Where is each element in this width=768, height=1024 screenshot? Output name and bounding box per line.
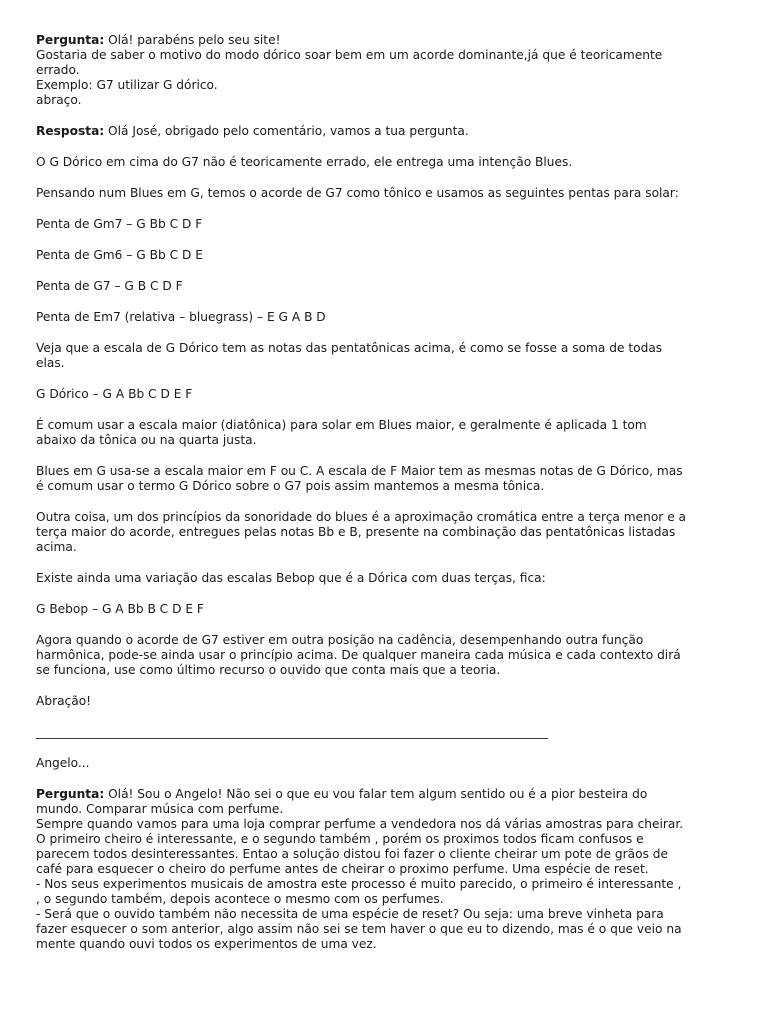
answer-1 [36, 124, 736, 139]
paragraph [36, 310, 736, 325]
paragraph-line: Abração! [36, 694, 92, 708]
paragraph-line: harmônica, pode-se ainda usar o princípio acima. De qualquer maneira cada música e cada contexto dirá [36, 648, 681, 662]
paragraph [36, 155, 736, 170]
question-2 [36, 787, 736, 952]
paragraph [36, 602, 736, 617]
paragraph-line: é comum usar o termo G Dórico sobre o G7 pois assim mantemos a mesma tônica. [36, 479, 545, 493]
paragraph [36, 694, 736, 709]
paragraph-line: se funciona, use como último recurso o ouvido que conta mais que a teoria. [36, 663, 501, 677]
paragraph [36, 186, 736, 201]
paragraph-line: Penta de Em7 (relativa – bluegrass) – E G A B D [36, 310, 326, 324]
question-2-line: O primeiro cheiro é interessante, e o segundo também , porém os proximos todos ficam confusos e [36, 832, 644, 846]
paragraph-line: Blues em G usa-se a escala maior em F ou C. A escala de F Maior tem as mesmas notas de G Dórico, mas [36, 464, 683, 478]
question-2-text-0: Olá! Sou o Angelo! Não sei o que eu vou falar tem algum sentido ou é a pior besteira do [104, 787, 648, 801]
question-1-line-4: abraço. [36, 93, 82, 107]
paragraph [36, 387, 736, 402]
paragraph-line: acima. [36, 540, 77, 554]
question-1-line-1: Gostaria de saber o motivo do modo dórico soar bem em um acorde dominante,já que é teoricamente [36, 48, 663, 62]
paragraph-line: G Bebop – G A Bb B C D E F [36, 602, 204, 616]
paragraph-line: G Dórico – G A Bb C D E F [36, 387, 193, 401]
answer-1-text: Olá José, obrigado pelo comentário, vamos a tua pergunta. [104, 124, 469, 138]
question-2-line: mundo. Comparar música com perfume. [36, 802, 284, 816]
question-2-line: mente quando ouvi todos os experimentos de uma vez. [36, 937, 377, 951]
question-2-line: café para esquecer o cheiro do perfume antes de cheirar o proximo perfume. Uma espécie de reset. [36, 862, 649, 876]
question-2-line: - Será que o ouvido também não necessita de uma espécie de reset? Ou seja: uma breve vinheta para [36, 907, 664, 921]
signature-text: Angelo... [36, 756, 90, 770]
question-1-line-2: errado. [36, 63, 80, 77]
paragraph [36, 279, 736, 294]
paragraph-line: É comum usar a escala maior (diatônica) para solar em Blues maior, e geralmente é aplicada 1 tom [36, 418, 647, 432]
question-2-line: fazer esquecer o som anterior, algo assim não sei se tem haver o que eu to dizendo, mas é o que veio na [36, 922, 682, 936]
question-1 [36, 33, 736, 108]
paragraph [36, 571, 736, 586]
paragraph-line: terça maior do acorde, entregues pelas notas Bb e B, presente na combinação das pentatônicas listadas [36, 525, 676, 539]
question-1-label: Pergunta: [36, 33, 105, 47]
paragraph-line: Existe ainda uma variação das escalas Bebop que é a Dórica com duas terças, fica: [36, 571, 546, 585]
paragraph [36, 464, 736, 494]
question-2-line: Sempre quando vamos para uma loja comprar perfume a vendedora nos dá várias amostras para cheirar. [36, 817, 684, 831]
question-2-line: , o segundo também, depois acontece o mesmo com os perfumes. [36, 892, 444, 906]
answer-1-line [36, 124, 736, 139]
paragraph [36, 217, 736, 232]
paragraph-line: O G Dórico em cima do G7 não é teoricamente errado, ele entrega uma intenção Blues. [36, 155, 573, 169]
paragraph-line: abaixo da tônica ou na quarta justa. [36, 433, 257, 447]
answer-1-label: Resposta: [36, 124, 105, 138]
paragraph [36, 248, 736, 263]
paragraph-line: elas. [36, 356, 65, 370]
paragraph-line: Veja que a escala de G Dórico tem as notas das pentatônicas acima, é como se fosse a soma de todas [36, 341, 663, 355]
paragraph [36, 633, 736, 678]
question-2-line-0 [36, 787, 736, 802]
paragraph [36, 418, 736, 448]
question-1-line-3: Exemplo: G7 utilizar G dórico. [36, 78, 218, 92]
paragraph-line: Penta de Gm7 – G Bb C D F [36, 217, 203, 231]
question-1-line-0 [36, 33, 736, 48]
paragraph-line: Penta de G7 – G B C D F [36, 279, 183, 293]
question-2-line: parecem todos desinteressantes. Entao a solução distou foi fazer o cliente cheirar um pote de grãos de [36, 847, 669, 861]
paragraph-line: Penta de Gm6 – G Bb C D E [36, 248, 203, 262]
signature [36, 756, 736, 771]
question-1-text-0: Olá! parabéns pelo seu site! [104, 33, 281, 47]
separator-line: ____________________________________________________________________________________ [36, 725, 548, 739]
paragraph [36, 510, 736, 555]
question-2-label: Pergunta: [36, 787, 105, 801]
paragraph-line: Pensando num Blues em G, temos o acorde de G7 como tônico e usamos as seguintes pentas para solar: [36, 186, 679, 200]
answer-body [36, 155, 736, 709]
paragraph-line: Agora quando o acorde de G7 estiver em outra posição na cadência, desempenhando outra função [36, 633, 644, 647]
paragraph-line: Outra coisa, um dos princípios da sonoridade do blues é a aproximação cromática entre a terça menor e a [36, 510, 687, 524]
question-2-line: - Nos seus experimentos musicais de amostra este processo é muito parecido, o primeiro é interessante , [36, 877, 682, 891]
document-page [36, 33, 736, 968]
paragraph [36, 341, 736, 371]
